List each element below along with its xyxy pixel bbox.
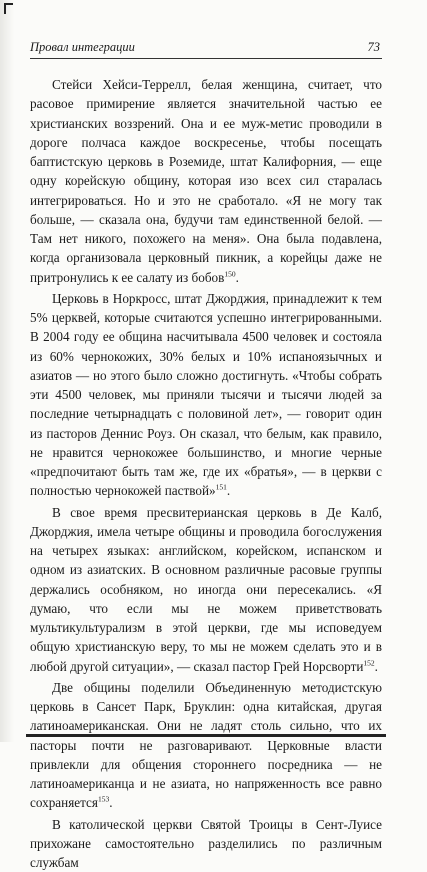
bottom-edge-rule xyxy=(26,734,386,737)
paragraph xyxy=(30,678,382,813)
footnote-ref: 152 xyxy=(363,658,374,667)
page-header xyxy=(30,40,380,56)
paragraph-end: . xyxy=(236,270,239,285)
paragraph-text: Стейси Хейси-Террелл, белая женщина, считает, что расовое примирение является значительной частью ее христианских воззрений. Она и ее муж-метис проводили в дороге полчаса каждое воскресенье, чтобы посещать баптистскую церковь в Роземиде, штат Калифорния, — еще одну корейскую общину, которая изо всех сил старалась интегрироваться. Но и это не сработало. «Я не могу так больше, — сказала она, будучи там единственной белой. — Там нет никого, похожего на меня». Она была подавлена, когда организовала церковный пикник, а корейцы даже не притронулись к ее салату из бобов xyxy=(30,77,382,285)
scan-edge-shadow xyxy=(0,0,14,742)
paragraph-text: Церковь в Норкросс, штат Джорджия, принадлежит к тем 5% церквей, которые считаются успешно интегрированными. В 2004 году ее община насчитывала 4500 человек и состояла из 60% чернокожих, 30% белых и 10% испаноязычных и азиатов — но этого было сложно достигнуть. «Чтобы собрать эти 4500 человек, мы приняли тысячи и тысячи людей за последние четырнадцать с половиной лет», — говорит один из пасторов Деннис Роуз. Он сказал, что белым, как правило, не нравится чернокожее большинство, и многие черные «предпочитают быть там же, где их «братья», — в церкви с полностью чернокожей паствой» xyxy=(30,291,382,499)
paragraph-end: . xyxy=(109,795,112,810)
paragraph xyxy=(30,503,382,676)
text-body xyxy=(30,75,382,872)
page-number: 73 xyxy=(368,40,381,55)
paragraph-end: . xyxy=(375,659,378,674)
running-title: Провал интеграции xyxy=(30,40,135,55)
paragraph-text: В католической церкви Святой Троицы в Сент-Луисе прихожане самостоятельно разделились по различным службам xyxy=(30,817,382,871)
paragraph xyxy=(30,815,382,872)
paragraph-text: В свое время пресвитерианская церковь в Де Калб, Джорджия, имела четыре общины и проводила богослужения на четырех языках: английском, корейском, испанском и одном из азиатских. В основном различные расовые группы держались особняком, но иногда они пересекались. «Я думаю, что если мы не можем приветствовать мультикультурализм в этой церкви, где мы исповедуем общую христианскую веру, то мы не можем сделать это и в любой другой ситуации», — сказал пастор Грей Норсворти xyxy=(30,505,382,674)
footnote-ref: 153 xyxy=(98,795,109,804)
footnote-ref: 150 xyxy=(224,269,235,278)
paragraph xyxy=(30,289,382,501)
paragraph-end: . xyxy=(227,483,230,498)
corner-mark xyxy=(4,3,13,14)
paragraph-text: Две общины поделили Объединенную методистскую церковь в Сансет Парк, Бруклин: одна китайская, другая латиноамериканская. Они не ладят столь сильно, что их пасторы почти не разговаривают. Церковные власти привлекли для общения стороннего посредника — не латиноамериканца и не азиата, но напряженность все равно сохраняется xyxy=(30,680,382,811)
paragraph xyxy=(30,75,382,287)
footnote-ref: 151 xyxy=(216,483,227,492)
header-rule xyxy=(30,58,382,59)
